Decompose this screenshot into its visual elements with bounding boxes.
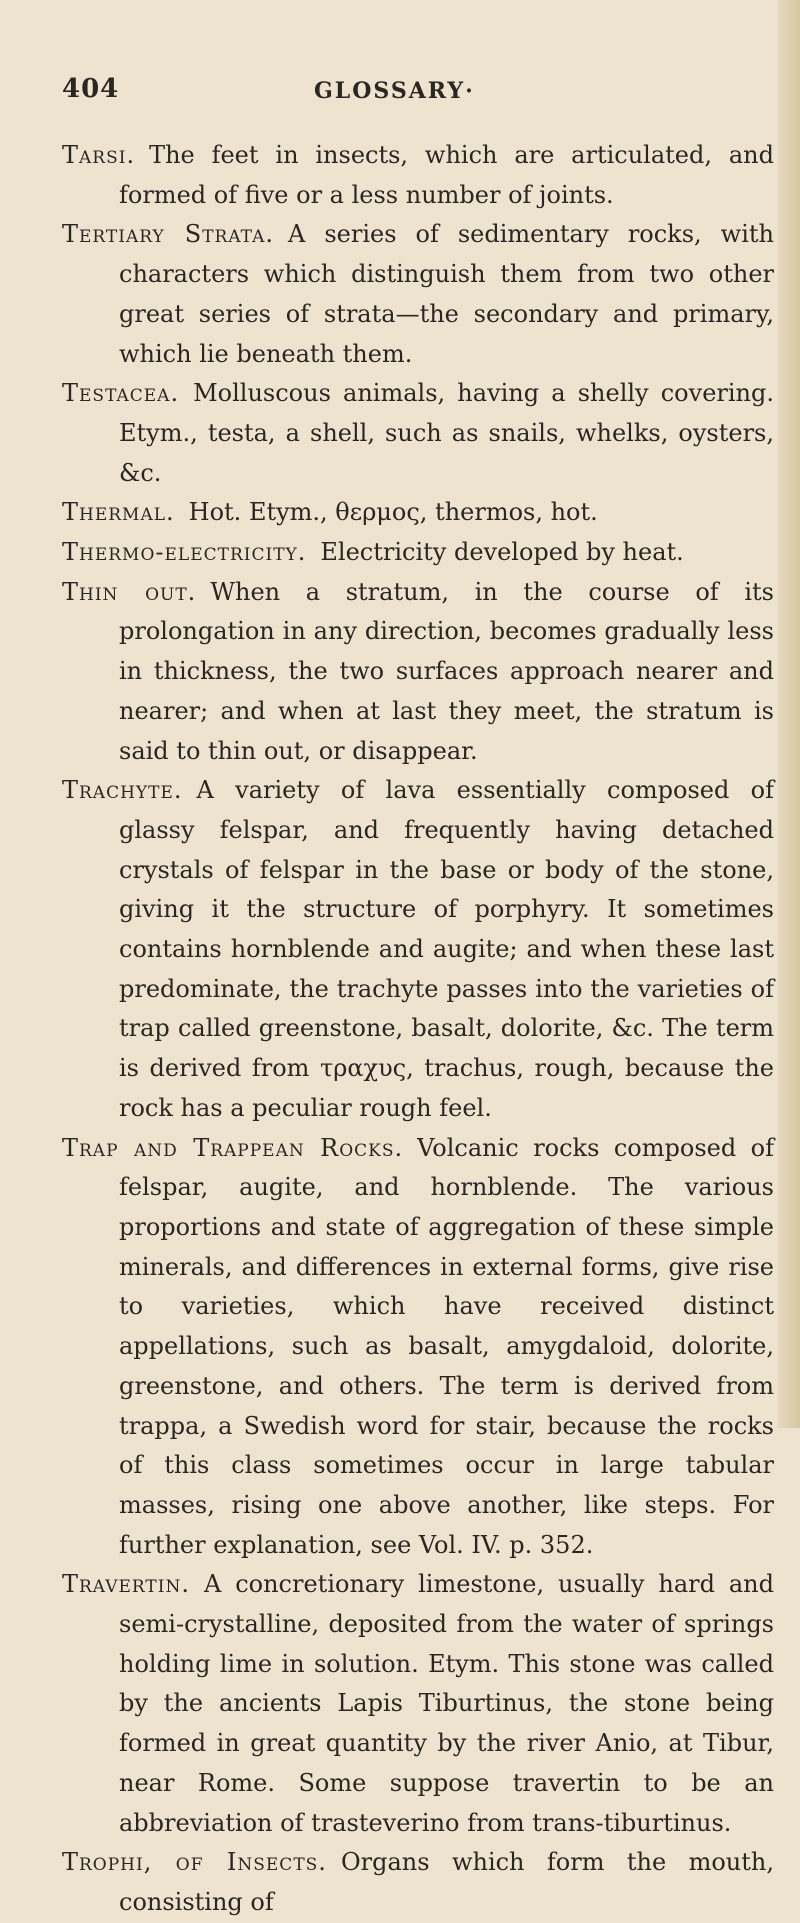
glossary-entry: [62, 1129, 774, 1566]
entry-definition: A variety of lava essentially composed of glassy felspar, and frequently having detached crystals of felspar in the base or body of the stone, giving it the structure of porphyry. It sometimes contains hornblende and augite; and when these last predominate, the trachyte passes into the varieties of trap called greenstone, basalt, dolorite, &c. The term is derived from τραχυς, trachus, rough, because the rock has a peculiar rough feel.: [119, 776, 774, 1122]
entry-definition: The feet in insects, which are articulated, and formed of five or a less number of joints.: [119, 141, 774, 209]
entry-definition: Molluscous animals, having a shelly covering. Etym., testa, a shell, such as snails, whelks, oysters, &c.: [119, 379, 774, 487]
glossary-entry: [62, 533, 774, 573]
glossary-entry: [62, 215, 774, 374]
glossary-entry: [62, 771, 774, 1128]
entry-definition: When a stratum, in the course of its prolongation in any direction, becomes gradually less in thickness, the two surfaces approach nearer and nearer; and when at last they meet, the stratum is said to thin out, or disappear.: [119, 577, 774, 765]
entry-term: Trachyte.: [62, 776, 183, 805]
entry-term: Travertin.: [62, 1570, 190, 1599]
entry-definition: A series of sedimentary rocks, with characters which distinguish them from two other great series of strata—the secondary and primary, which lie beneath them.: [119, 220, 774, 368]
entry-definition: Electricity developed by heat.: [320, 538, 684, 567]
entry-term: Tertiary Strata.: [62, 220, 274, 249]
page-number: 404: [62, 74, 120, 104]
glossary-entries: [62, 136, 774, 1923]
entry-definition: Organs which form the mouth, consisting of: [119, 1848, 774, 1916]
entry-definition: Volcanic rocks composed of felspar, augite, and hornblende. The various proportions and state of aggregation of these simple minerals, and differences in external forms, give rise to varieties, which have received distinct appellations, such as basalt, amygdaloid, dolorite, greenstone, and others. The term is derived from trappa, a Swedish word for stair, because the rocks of this class sometimes occur in large tabular masses, rising one above another, like steps. For further explanation, see Vol. IV. p. 352.: [119, 1133, 774, 1559]
glossary-entry: [62, 573, 774, 772]
entry-term: Trap and Trappean Rocks.: [62, 1133, 404, 1162]
glossary-entry: [62, 1565, 774, 1843]
glossary-entry: [62, 136, 774, 215]
entry-definition: A concretionary limestone, usually hard and semi-crystalline, deposited from the water of springs holding lime in solution. Etym. This stone was called by the ancients Lapis Tiburtinus, the stone being formed in great quantity by the river Anio, at Tibur, near Rome. Some suppose travertin to be an abbreviation of trasteverino from trans-tiburtinus.: [119, 1570, 774, 1837]
entry-term: Thermo-electricity.: [62, 538, 307, 567]
page-edge-shadow: [778, 0, 800, 1428]
entry-term: Thin out.: [62, 577, 197, 606]
entry-term: Thermal.: [62, 498, 175, 527]
entry-term: Tarsi.: [62, 141, 136, 169]
glossary-entry: [62, 374, 774, 493]
glossary-entry: [62, 1843, 774, 1922]
entry-term: Testacea.: [62, 379, 180, 408]
entry-definition: Hot. Etym., θερμος, thermos, hot.: [188, 498, 598, 527]
glossary-entry: [62, 493, 774, 533]
running-head: GLOSSARY·: [314, 78, 475, 104]
page-header: [62, 74, 782, 114]
entry-term: Trophi, of Insects.: [62, 1848, 327, 1877]
